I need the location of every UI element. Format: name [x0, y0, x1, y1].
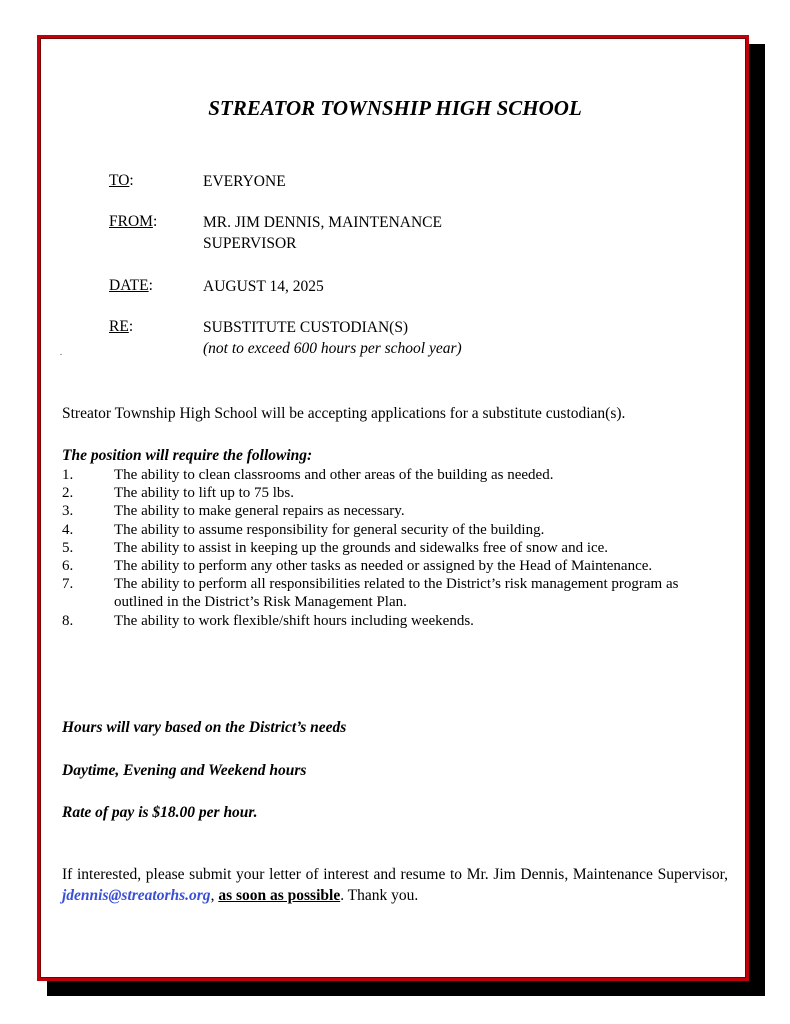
school-title: STREATOR TOWNSHIP HIGH SCHOOL — [208, 96, 582, 120]
stray-mark: . — [60, 348, 62, 357]
list-item: 6. The ability to perform any other tasks as needed or assigned by the Head of Maintenance. — [62, 558, 653, 575]
list-item: 5. The ability to assist in keeping up the grounds and sidewalks free of snow and ice. — [62, 539, 609, 556]
from-label: FROM: — [109, 213, 158, 230]
list-item: 2. The ability to lift up to 75 lbs. — [62, 485, 294, 502]
to-value: EVERYONE — [203, 173, 286, 190]
re-label: RE: — [109, 318, 134, 335]
re-note: (not to exceed 600 hours per school year) — [203, 340, 462, 357]
list-item: 3. The ability to make general repairs as necessary. — [62, 503, 405, 520]
re-value: SUBSTITUTE CUSTODIAN(S) (not to exceed 600 hours per school year) — [203, 319, 462, 357]
from-value: MR. JIM DENNIS, MAINTENANCE SUPERVISOR — [203, 214, 442, 252]
closing-paragraph: If interested, please submit your letter of interest and resume to Mr. Jim Dennis, Maintenance Supervisor, jdennis@streatorhs.org, as soon as possible. Thank you. — [62, 866, 728, 904]
list-item: 7. The ability to perform all responsibilities related to the District’s risk management program as outlined in the District’s Risk Management Plan. — [62, 576, 679, 611]
list-item: 8. The ability to work flexible/shift hours including weekends. — [62, 612, 474, 629]
requirements-list — [62, 466, 702, 630]
hours-note: Hours will vary based on the District’s needs — [62, 719, 347, 736]
list-item: 1. The ability to clean classrooms and other areas of the building as needed. — [62, 467, 554, 483]
asap-text: as soon as possible — [218, 887, 341, 904]
email-link[interactable]: jdennis@streatorhs.org — [62, 887, 211, 904]
hours-types: Daytime, Evening and Weekend hours — [62, 762, 307, 779]
intro-paragraph: Streator Township High School will be accepting applications for a substitute custodian(s). — [62, 405, 626, 422]
list-item: 4. The ability to assume responsibility for general security of the building. — [62, 521, 545, 538]
date-value: AUGUST 14, 2025 — [203, 278, 324, 295]
pay-rate: Rate of pay is $18.00 per hour. — [62, 804, 258, 821]
date-label: DATE: — [109, 277, 153, 294]
to-label: TO: — [109, 172, 134, 189]
requirements-heading: The position will require the following: — [62, 447, 313, 464]
